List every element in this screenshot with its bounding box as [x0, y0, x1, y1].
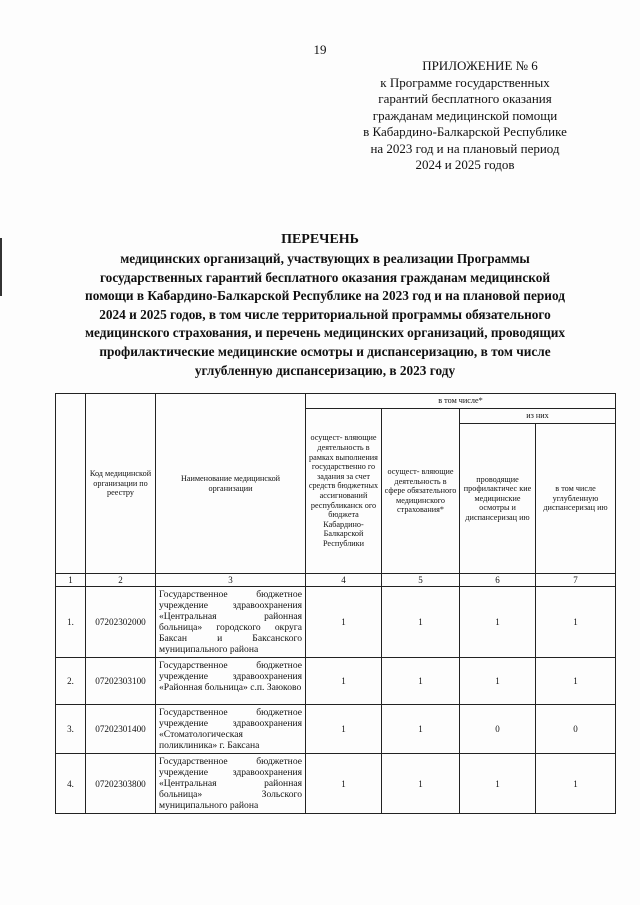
col-number: 7: [536, 574, 616, 587]
col-number: 3: [156, 574, 306, 587]
header-of-them: из них: [460, 409, 616, 424]
row-c4: 1: [306, 587, 382, 658]
document-subtitle: [60, 250, 590, 380]
column-numbers-row: [56, 574, 616, 587]
appendix-header: [330, 58, 600, 174]
row-c5: 1: [382, 754, 460, 814]
row-c6: 1: [460, 754, 536, 814]
row-c7: 1: [536, 587, 616, 658]
table-row: [56, 658, 616, 705]
row-c7: 1: [536, 658, 616, 705]
row-c5: 1: [382, 587, 460, 658]
page-number: 19: [313, 42, 327, 57]
appendix-line: в Кабардино-Балкарской Республике: [363, 124, 567, 139]
table-row: [56, 705, 616, 754]
row-c7: 0: [536, 705, 616, 754]
row-num: 3.: [56, 705, 86, 754]
col-number: 1: [56, 574, 86, 587]
table-row: [56, 587, 616, 658]
row-c4: 1: [306, 754, 382, 814]
header-col6: проводящие профилактичес кие медицинские осмотры и диспансеризац ию: [460, 424, 536, 574]
subtitle-line: 2024 и 2025 годов, в том числе территориальной программы обязательного: [99, 306, 551, 322]
document-title: ПЕРЕЧЕНЬ: [281, 232, 359, 247]
subtitle-line: помощи в Кабардино-Балкарской Республике на 2023 год и на плановой период: [85, 288, 565, 304]
header-incl: в том числе*: [306, 394, 616, 409]
row-name: Государственное бюджетное учреждение здравоохранения «Стоматологическая поликлиника» г. Баксана: [156, 705, 306, 754]
row-c6: 0: [460, 705, 536, 754]
row-code: 07202303100: [86, 658, 156, 705]
header-col5: осущест- вляющие деятельность в сфере обязательного медицинского страхования*: [382, 409, 460, 574]
subtitle-line: профилактические медицинские осмотры и диспансеризацию, в том числе: [99, 343, 551, 359]
subtitle-line: государственных гарантий бесплатного оказания гражданам медицинской: [99, 269, 551, 285]
appendix-line: 2024 и 2025 годов: [415, 157, 515, 172]
subtitle-line: углубленную диспансеризацию, в 2023 году: [194, 362, 456, 378]
header-col7: в том числе углубленную диспансеризац ию: [536, 424, 616, 574]
row-name: Государственное бюджетное учреждение здравоохранения «Центральная районная больница» Зольского муниципального района: [156, 754, 306, 814]
col-number: 4: [306, 574, 382, 587]
row-code: 07202301400: [86, 705, 156, 754]
col-number: 6: [460, 574, 536, 587]
table-row: [56, 754, 616, 814]
organizations-table: [55, 393, 616, 814]
appendix-line: на 2023 год и на плановый период: [370, 140, 560, 156]
row-c6: 1: [460, 587, 536, 658]
col-number: 5: [382, 574, 460, 587]
appendix-line: ПРИЛОЖЕНИЕ № 6: [422, 58, 538, 73]
subtitle-line: медицинских организаций, участвующих в реализации Программы: [120, 251, 530, 266]
row-c4: 1: [306, 658, 382, 705]
header-name: Наименование медицинской организации: [156, 394, 306, 574]
row-num: 2.: [56, 658, 86, 705]
subtitle-line: медицинского страхования, и перечень медицинских организаций, проводящих: [84, 325, 566, 341]
row-c6: 1: [460, 658, 536, 705]
header-code: Код медицинской организации по реестру: [86, 394, 156, 574]
row-c5: 1: [382, 705, 460, 754]
appendix-line: гарантий бесплатного оказания: [378, 91, 552, 106]
row-c5: 1: [382, 658, 460, 705]
row-c7: 1: [536, 754, 616, 814]
row-c4: 1: [306, 705, 382, 754]
row-num: 4.: [56, 754, 86, 814]
row-name: Государственное бюджетное учреждение здравоохранения «Районная больница» с.п. Заюково: [156, 658, 306, 705]
col-number: 2: [86, 574, 156, 587]
row-name: Государственное бюджетное учреждение здравоохранения «Центральная районная больница» городского округа Баксан и Баксанского муниципального района: [156, 587, 306, 658]
row-num: 1.: [56, 587, 86, 658]
appendix-line: к Программе государственных: [380, 74, 550, 90]
appendix-line: гражданам медицинской помощи: [372, 107, 558, 123]
row-code: 07202303800: [86, 754, 156, 814]
header-col4: осущест- вляющие деятельность в рамках выполнения государственно го задания за счет средств бюджетных ассигнований республиканск ого бюджета Кабардино- Балкарской Республики: [306, 409, 382, 574]
row-code: 07202302000: [86, 587, 156, 658]
header-num: [56, 394, 86, 574]
